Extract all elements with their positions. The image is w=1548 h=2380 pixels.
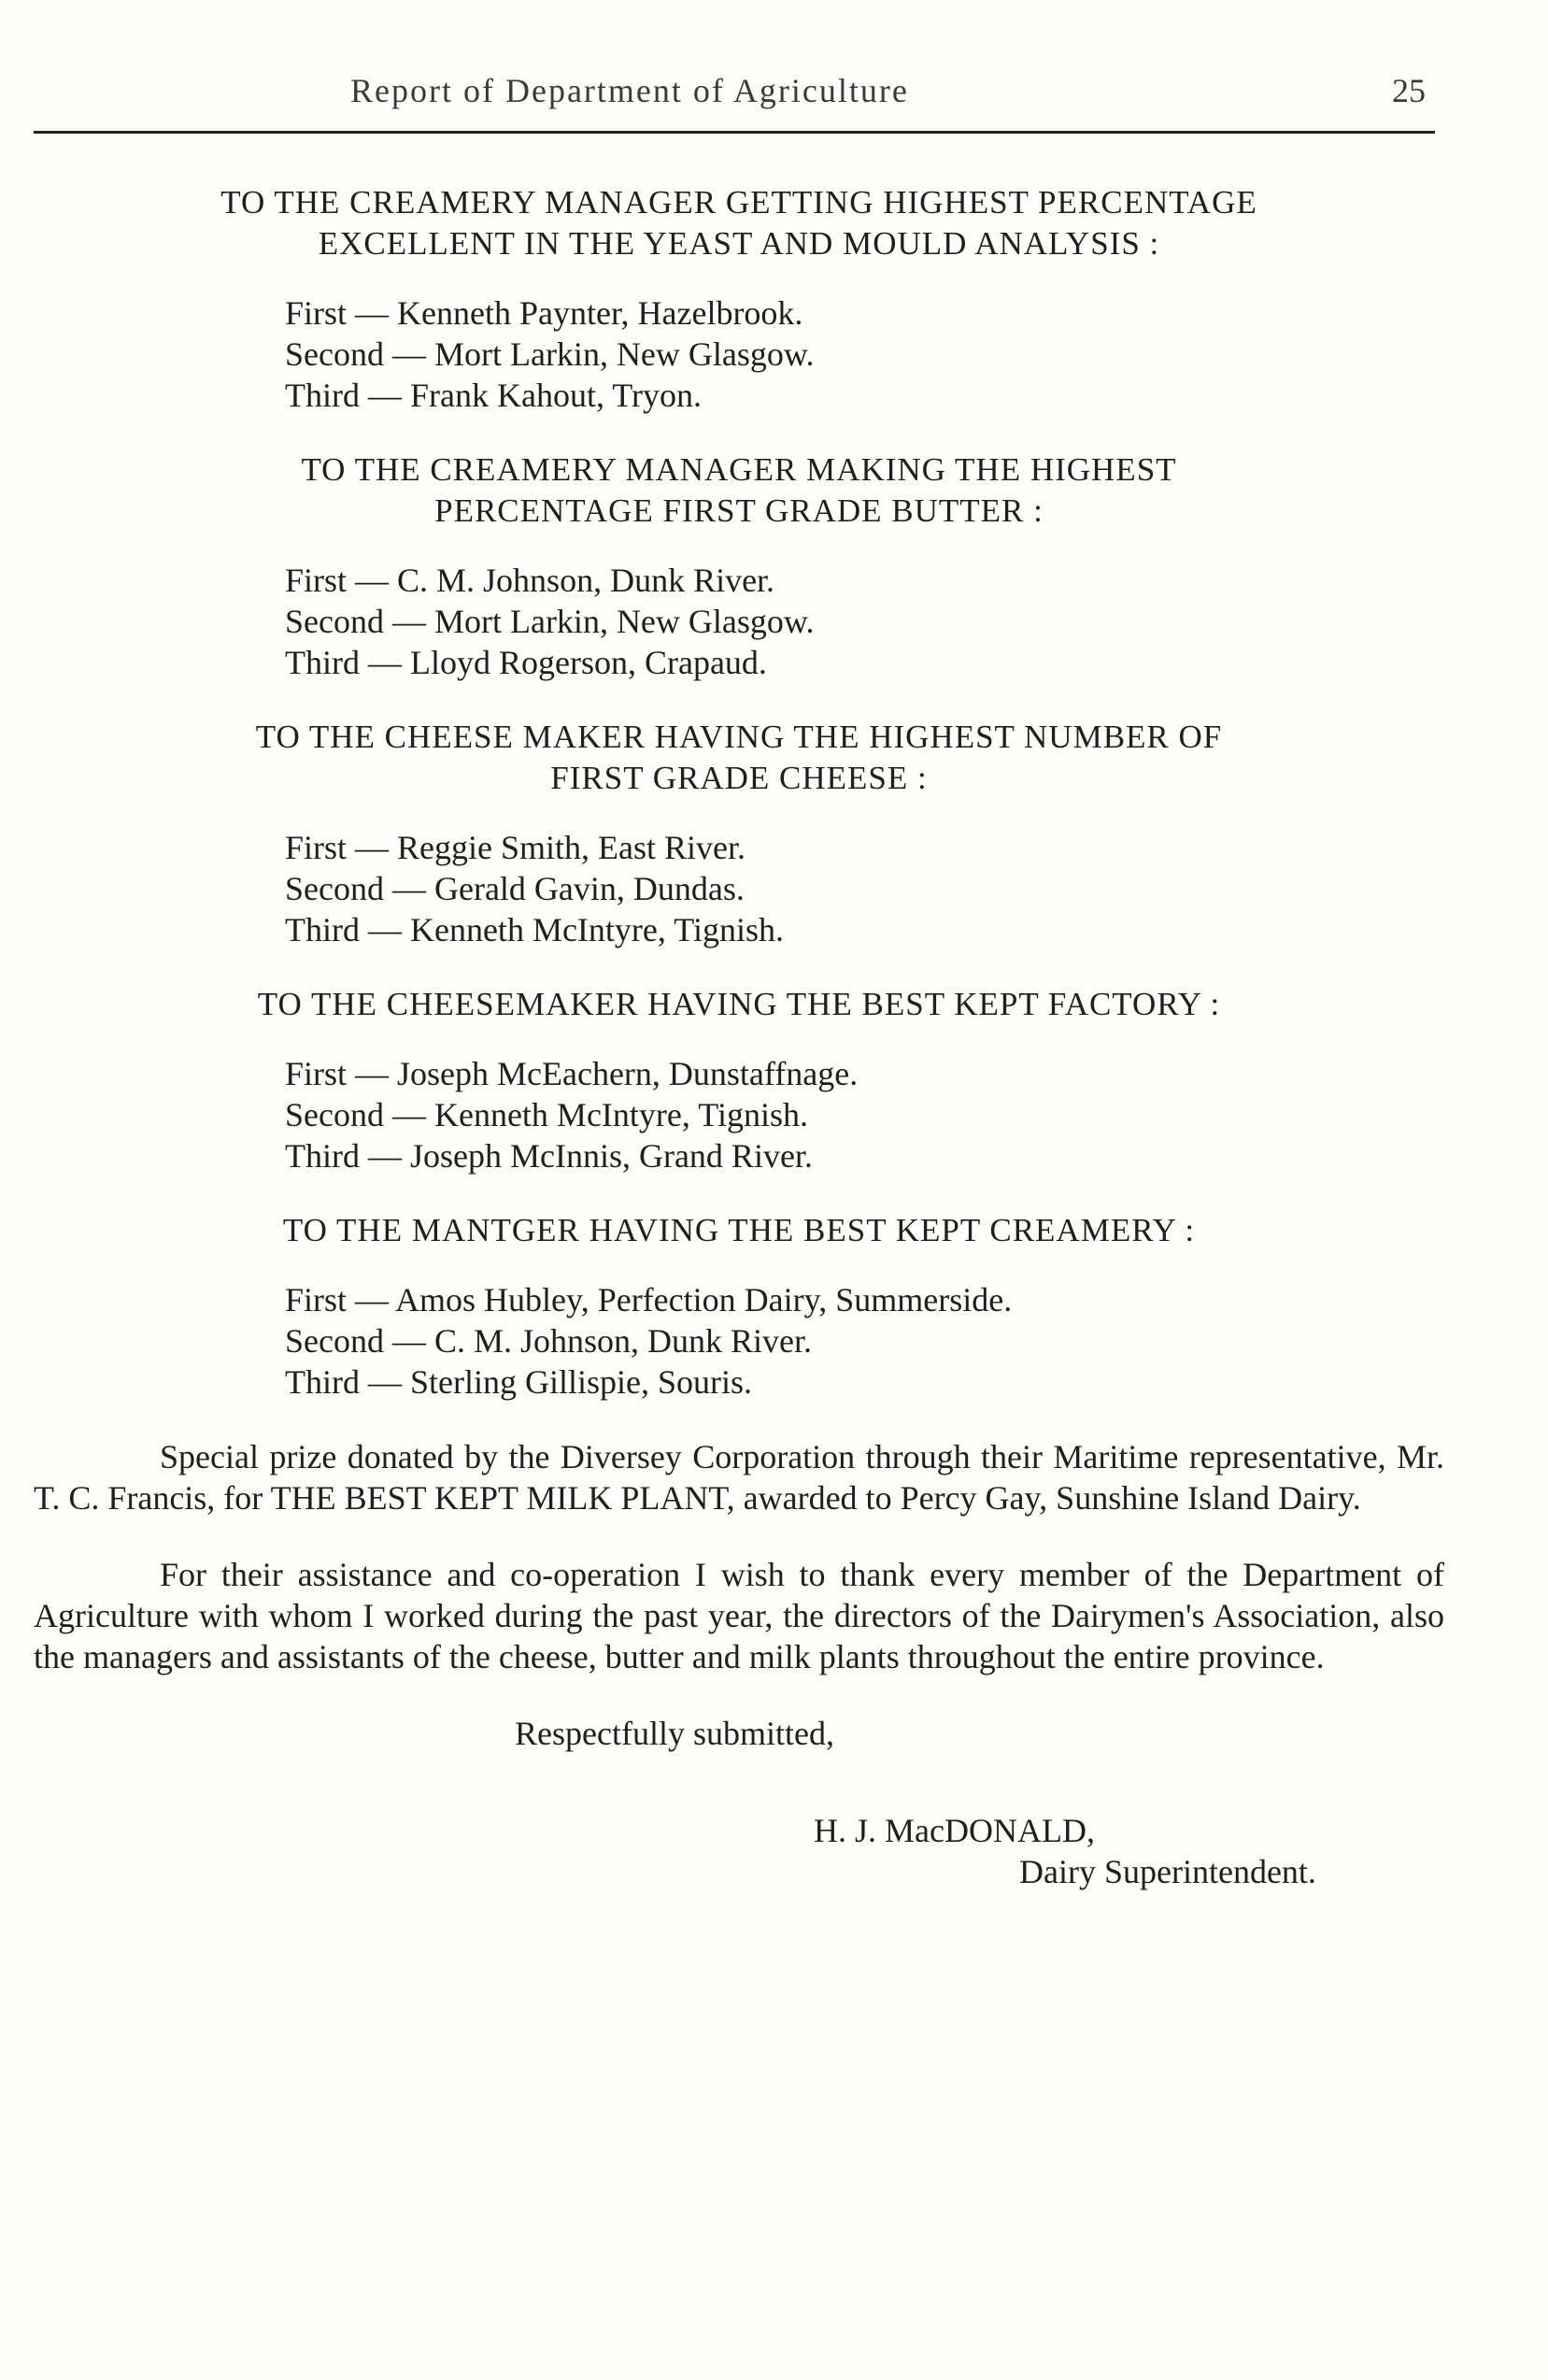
section-heading	[34, 449, 1444, 532]
section-heading-line: TO THE CHEESEMAKER HAVING THE BEST KEPT FACTORY :	[257, 986, 1221, 1022]
section-heading	[34, 1210, 1444, 1251]
winner-second: Second — Mort Larkin, New Glasgow.	[285, 603, 815, 640]
winner-first: First — Kenneth Paynter, Hazelbrook.	[285, 294, 803, 332]
section-heading	[34, 984, 1444, 1025]
section-heading-line: TO THE CREAMERY MANAGER MAKING THE HIGHEST	[301, 451, 1177, 488]
section-heading-line: TO THE CREAMERY MANAGER GETTING HIGHEST PERCENTAGE	[220, 184, 1257, 221]
winner-third: Third — Joseph McInnis, Grand River.	[285, 1137, 813, 1175]
winners-list	[285, 560, 1444, 683]
signature-title: Dairy Superintendent.	[1019, 1853, 1316, 1890]
winner-third: Third — Frank Kahout, Tryon.	[285, 377, 703, 414]
winners-list	[285, 1053, 1444, 1176]
winner-second: Second — C. M. Johnson, Dunk River.	[285, 1322, 813, 1360]
winner-first: First — C. M. Johnson, Dunk River.	[285, 562, 775, 599]
section-heading-line: EXCELLENT IN THE YEAST AND MOULD ANALYSIS :	[318, 225, 1160, 262]
special-prize-paragraph: Special prize donated by the Diversey Corporation through their Maritime representative, Mr. T. C. Francis, for THE BEST KEPT MILK PLANT, awarded to Percy Gay, Sunshine Island Dairy.	[34, 1438, 1444, 1517]
winner-first: First — Joseph McEachern, Dunstaffnage.	[285, 1055, 859, 1092]
page-number: 25	[1392, 72, 1426, 109]
award-section-first-grade-cheese	[34, 717, 1444, 950]
winner-third: Third — Lloyd Rogerson, Crapaud.	[285, 644, 767, 681]
section-heading	[34, 717, 1444, 799]
section-heading-line: FIRST GRADE CHEESE :	[550, 760, 928, 796]
winner-second: Second — Kenneth McIntyre, Tignish.	[285, 1096, 808, 1133]
section-heading-line: TO THE CHEESE MAKER HAVING THE HIGHEST NUMBER OF	[255, 719, 1223, 755]
acknowledgement-paragraph: For their assistance and co-operation I wish to thank every member of the Department of Agriculture with whom I worked during the past year, the directors of the Dairymen's Association, also the managers and assistants of the cheese, butter and milk plants throughout the entire province.	[34, 1556, 1444, 1675]
signature-name: H. J. MacDONALD,	[814, 1812, 1095, 1849]
section-heading	[34, 182, 1444, 264]
winners-list	[285, 827, 1444, 950]
running-header	[0, 71, 1548, 127]
closing-line: Respectfully submitted,	[515, 1715, 834, 1752]
award-section-best-kept-creamery	[34, 1210, 1444, 1403]
winner-third: Third — Kenneth McIntyre, Tignish.	[285, 911, 784, 948]
winner-second: Second — Gerald Gavin, Dundas.	[285, 870, 745, 907]
award-section-first-grade-butter	[34, 449, 1444, 683]
winner-second: Second — Mort Larkin, New Glasgow.	[285, 335, 815, 373]
winner-third: Third — Sterling Gillispie, Souris.	[285, 1363, 752, 1401]
winner-first: First — Amos Hubley, Perfection Dairy, Summerside.	[285, 1281, 1013, 1318]
signature-block	[814, 1810, 1444, 1892]
winners-list	[285, 292, 1444, 416]
running-title: Report of Department of Agriculture	[350, 72, 909, 109]
page-body	[34, 182, 1444, 1892]
winners-list	[285, 1279, 1444, 1403]
winner-first: First — Reggie Smith, East River.	[285, 829, 746, 866]
header-rule	[34, 131, 1435, 134]
award-section-best-kept-factory	[34, 984, 1444, 1176]
award-section-yeast-mould	[34, 182, 1444, 416]
section-heading-line: PERCENTAGE FIRST GRADE BUTTER :	[434, 492, 1044, 529]
section-heading-line: TO THE MANTGER HAVING THE BEST KEPT CREAMERY :	[282, 1212, 1196, 1248]
